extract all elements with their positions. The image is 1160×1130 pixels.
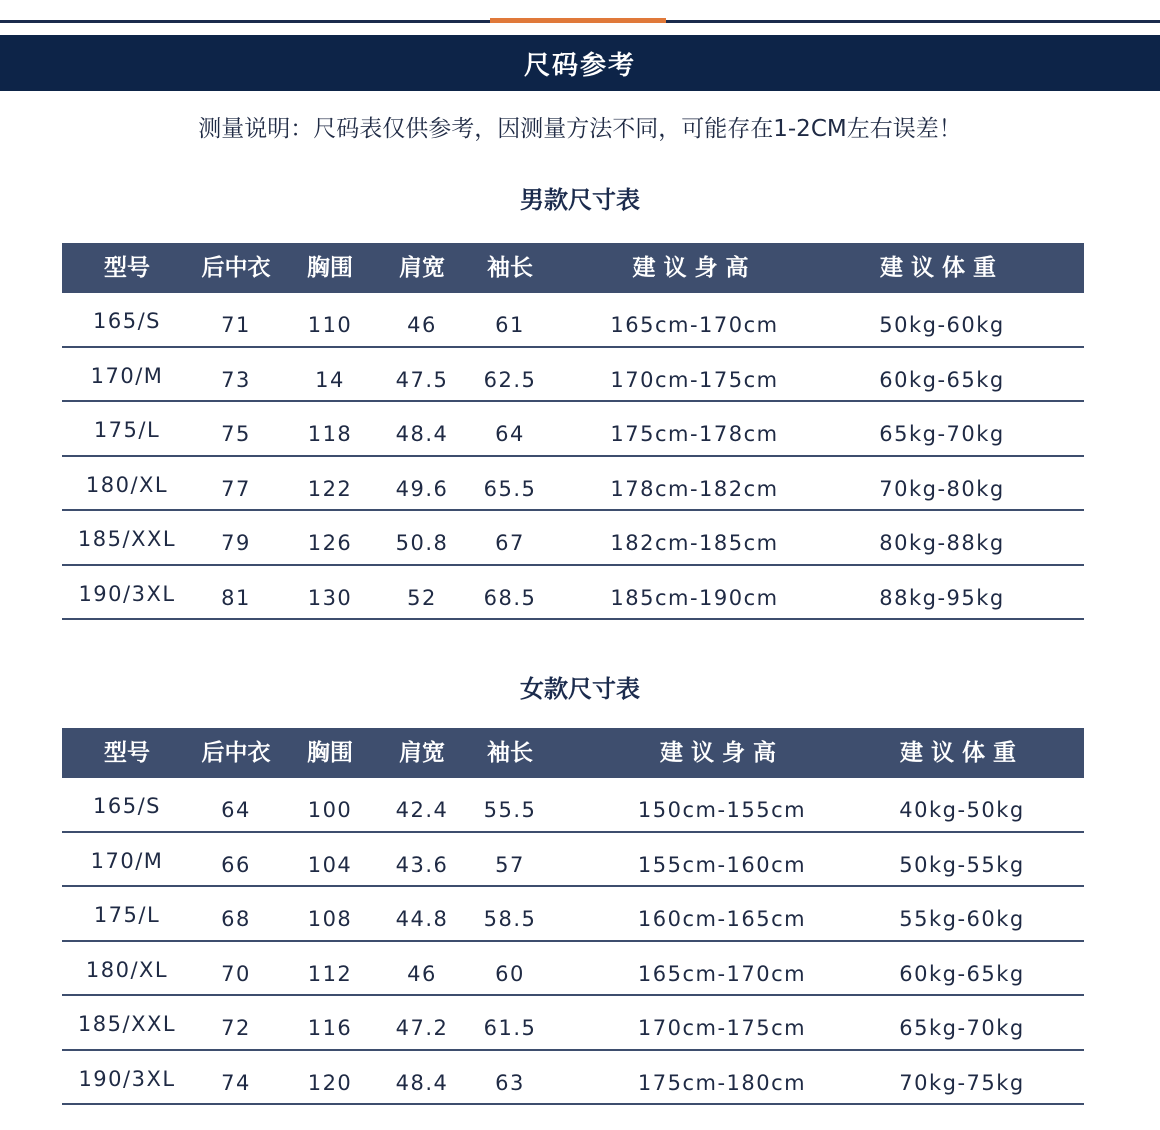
size-cell: 170/M — [90, 848, 164, 873]
banner-title: 尺码参考 — [0, 35, 1160, 91]
chest-cell: 118 — [307, 422, 353, 446]
size-cell: 185/XXL — [77, 527, 177, 551]
height-cell: 185cm-190cm — [610, 585, 779, 610]
header-height: 建议身高 — [660, 740, 784, 766]
back-length-cell: 70 — [221, 961, 251, 986]
measurement-note: 测量说明：尺码表仅供参考，因测量方法不同，可能存在1-2CM左右误差！ — [198, 116, 962, 142]
chest-cell: 14 — [315, 367, 345, 392]
chest-cell: 110 — [307, 313, 353, 337]
size-cell: 170/M — [90, 363, 164, 388]
back-length-cell: 64 — [221, 798, 251, 822]
shoulder-cell: 49.6 — [395, 476, 449, 501]
shoulder-cell: 50.8 — [395, 531, 449, 555]
back-length-cell: 71 — [221, 313, 251, 337]
weight-cell: 60kg-65kg — [899, 961, 1025, 986]
table-row — [62, 778, 1084, 833]
back-length-cell: 74 — [221, 1070, 251, 1095]
table-row — [62, 1051, 1084, 1106]
table-row — [62, 402, 1084, 457]
sleeve-cell: 68.5 — [483, 585, 537, 610]
chest-cell: 108 — [307, 907, 353, 931]
height-cell: 182cm-185cm — [610, 531, 779, 555]
height-cell: 170cm-175cm — [610, 367, 779, 392]
sleeve-cell: 57 — [495, 852, 525, 877]
height-cell: 170cm-175cm — [637, 1016, 807, 1040]
table-row — [62, 833, 1084, 888]
sleeve-cell: 55.5 — [483, 798, 537, 822]
back-length-cell: 81 — [221, 585, 251, 610]
weight-cell: 50kg-55kg — [899, 852, 1025, 877]
chest-cell: 100 — [307, 798, 353, 822]
sleeve-cell: 65.5 — [483, 476, 537, 501]
shoulder-cell: 52 — [407, 585, 437, 610]
height-cell: 155cm-160cm — [637, 852, 807, 877]
height-cell: 160cm-165cm — [637, 907, 807, 931]
chest-cell: 126 — [307, 531, 353, 555]
size-cell: 165/S — [93, 309, 161, 333]
header-model: 型号 — [104, 740, 150, 766]
size-cell: 190/3XL — [78, 581, 176, 606]
table-row — [62, 887, 1084, 942]
table-row — [62, 566, 1084, 621]
back-length-cell: 77 — [221, 476, 251, 501]
sleeve-cell: 58.5 — [483, 907, 537, 931]
height-cell: 165cm-170cm — [637, 961, 807, 986]
weight-cell: 70kg-80kg — [879, 476, 1005, 501]
header-shoulder: 肩宽 — [399, 255, 445, 281]
women-size-table — [62, 728, 1084, 1105]
sleeve-cell: 62.5 — [483, 367, 537, 392]
table-row — [62, 996, 1084, 1051]
height-cell: 175cm-178cm — [610, 422, 779, 446]
sleeve-cell: 67 — [495, 531, 525, 555]
sleeve-cell: 63 — [495, 1070, 525, 1095]
weight-cell: 50kg-60kg — [879, 313, 1005, 337]
sleeve-cell: 60 — [495, 961, 525, 986]
header-chest: 胸围 — [307, 255, 353, 281]
chest-cell: 130 — [307, 585, 353, 610]
size-cell: 175/L — [93, 903, 161, 927]
header-sleeve: 袖长 — [487, 740, 533, 766]
shoulder-cell: 44.8 — [395, 907, 449, 931]
header-chest: 胸围 — [307, 740, 353, 766]
weight-cell: 65kg-70kg — [879, 422, 1005, 446]
table-row — [62, 511, 1084, 566]
men-table-title: 男款尺寸表 — [520, 186, 640, 214]
weight-cell: 40kg-50kg — [899, 798, 1025, 822]
men-table-header — [62, 243, 1084, 293]
chest-cell: 116 — [307, 1016, 353, 1040]
size-cell: 175/L — [93, 418, 161, 442]
shoulder-cell: 43.6 — [395, 852, 449, 877]
table-row — [62, 457, 1084, 512]
sleeve-cell: 64 — [495, 422, 525, 446]
chest-cell: 112 — [307, 961, 353, 986]
size-cell: 180/XL — [85, 472, 169, 497]
weight-cell: 55kg-60kg — [899, 907, 1025, 931]
back-length-cell: 73 — [221, 367, 251, 392]
header-model: 型号 — [104, 255, 150, 281]
back-length-cell: 79 — [221, 531, 251, 555]
height-cell: 175cm-180cm — [637, 1070, 807, 1095]
height-cell: 150cm-155cm — [637, 798, 807, 822]
shoulder-cell: 42.4 — [395, 798, 449, 822]
size-cell: 180/XL — [85, 957, 169, 982]
sleeve-cell: 61.5 — [483, 1016, 537, 1040]
size-cell: 185/XXL — [77, 1012, 177, 1036]
size-cell: 190/3XL — [78, 1066, 176, 1091]
header-sleeve: 袖长 — [487, 255, 533, 281]
chest-cell: 122 — [307, 476, 353, 501]
height-cell: 165cm-170cm — [610, 313, 779, 337]
women-table-header — [62, 728, 1084, 778]
weight-cell: 65kg-70kg — [899, 1016, 1025, 1040]
shoulder-cell: 48.4 — [395, 1070, 449, 1095]
shoulder-cell: 46 — [407, 313, 437, 337]
shoulder-cell: 46 — [407, 961, 437, 986]
header-shoulder: 肩宽 — [399, 740, 445, 766]
table-row — [62, 942, 1084, 997]
table-row — [62, 293, 1084, 348]
header-back-length: 后中衣 — [201, 255, 271, 281]
top-accent-bar — [490, 18, 666, 23]
back-length-cell: 75 — [221, 422, 251, 446]
header-back-length: 后中衣 — [201, 740, 271, 766]
back-length-cell: 68 — [221, 907, 251, 931]
height-cell: 178cm-182cm — [610, 476, 779, 501]
shoulder-cell: 47.5 — [395, 367, 449, 392]
header-weight: 建议体重 — [880, 255, 1004, 281]
weight-cell: 88kg-95kg — [879, 585, 1005, 610]
chest-cell: 104 — [307, 852, 353, 877]
sleeve-cell: 61 — [495, 313, 525, 337]
back-length-cell: 72 — [221, 1016, 251, 1040]
men-size-table — [62, 243, 1084, 620]
weight-cell: 60kg-65kg — [879, 367, 1005, 392]
size-cell: 165/S — [93, 794, 161, 818]
back-length-cell: 66 — [221, 852, 251, 877]
weight-cell: 80kg-88kg — [879, 531, 1005, 555]
chest-cell: 120 — [307, 1070, 353, 1095]
shoulder-cell: 47.2 — [395, 1016, 449, 1040]
table-row — [62, 348, 1084, 403]
header-weight: 建议体重 — [900, 740, 1024, 766]
shoulder-cell: 48.4 — [395, 422, 449, 446]
women-table-title: 女款尺寸表 — [520, 675, 640, 703]
header-height: 建议身高 — [632, 255, 757, 281]
weight-cell: 70kg-75kg — [899, 1070, 1025, 1095]
